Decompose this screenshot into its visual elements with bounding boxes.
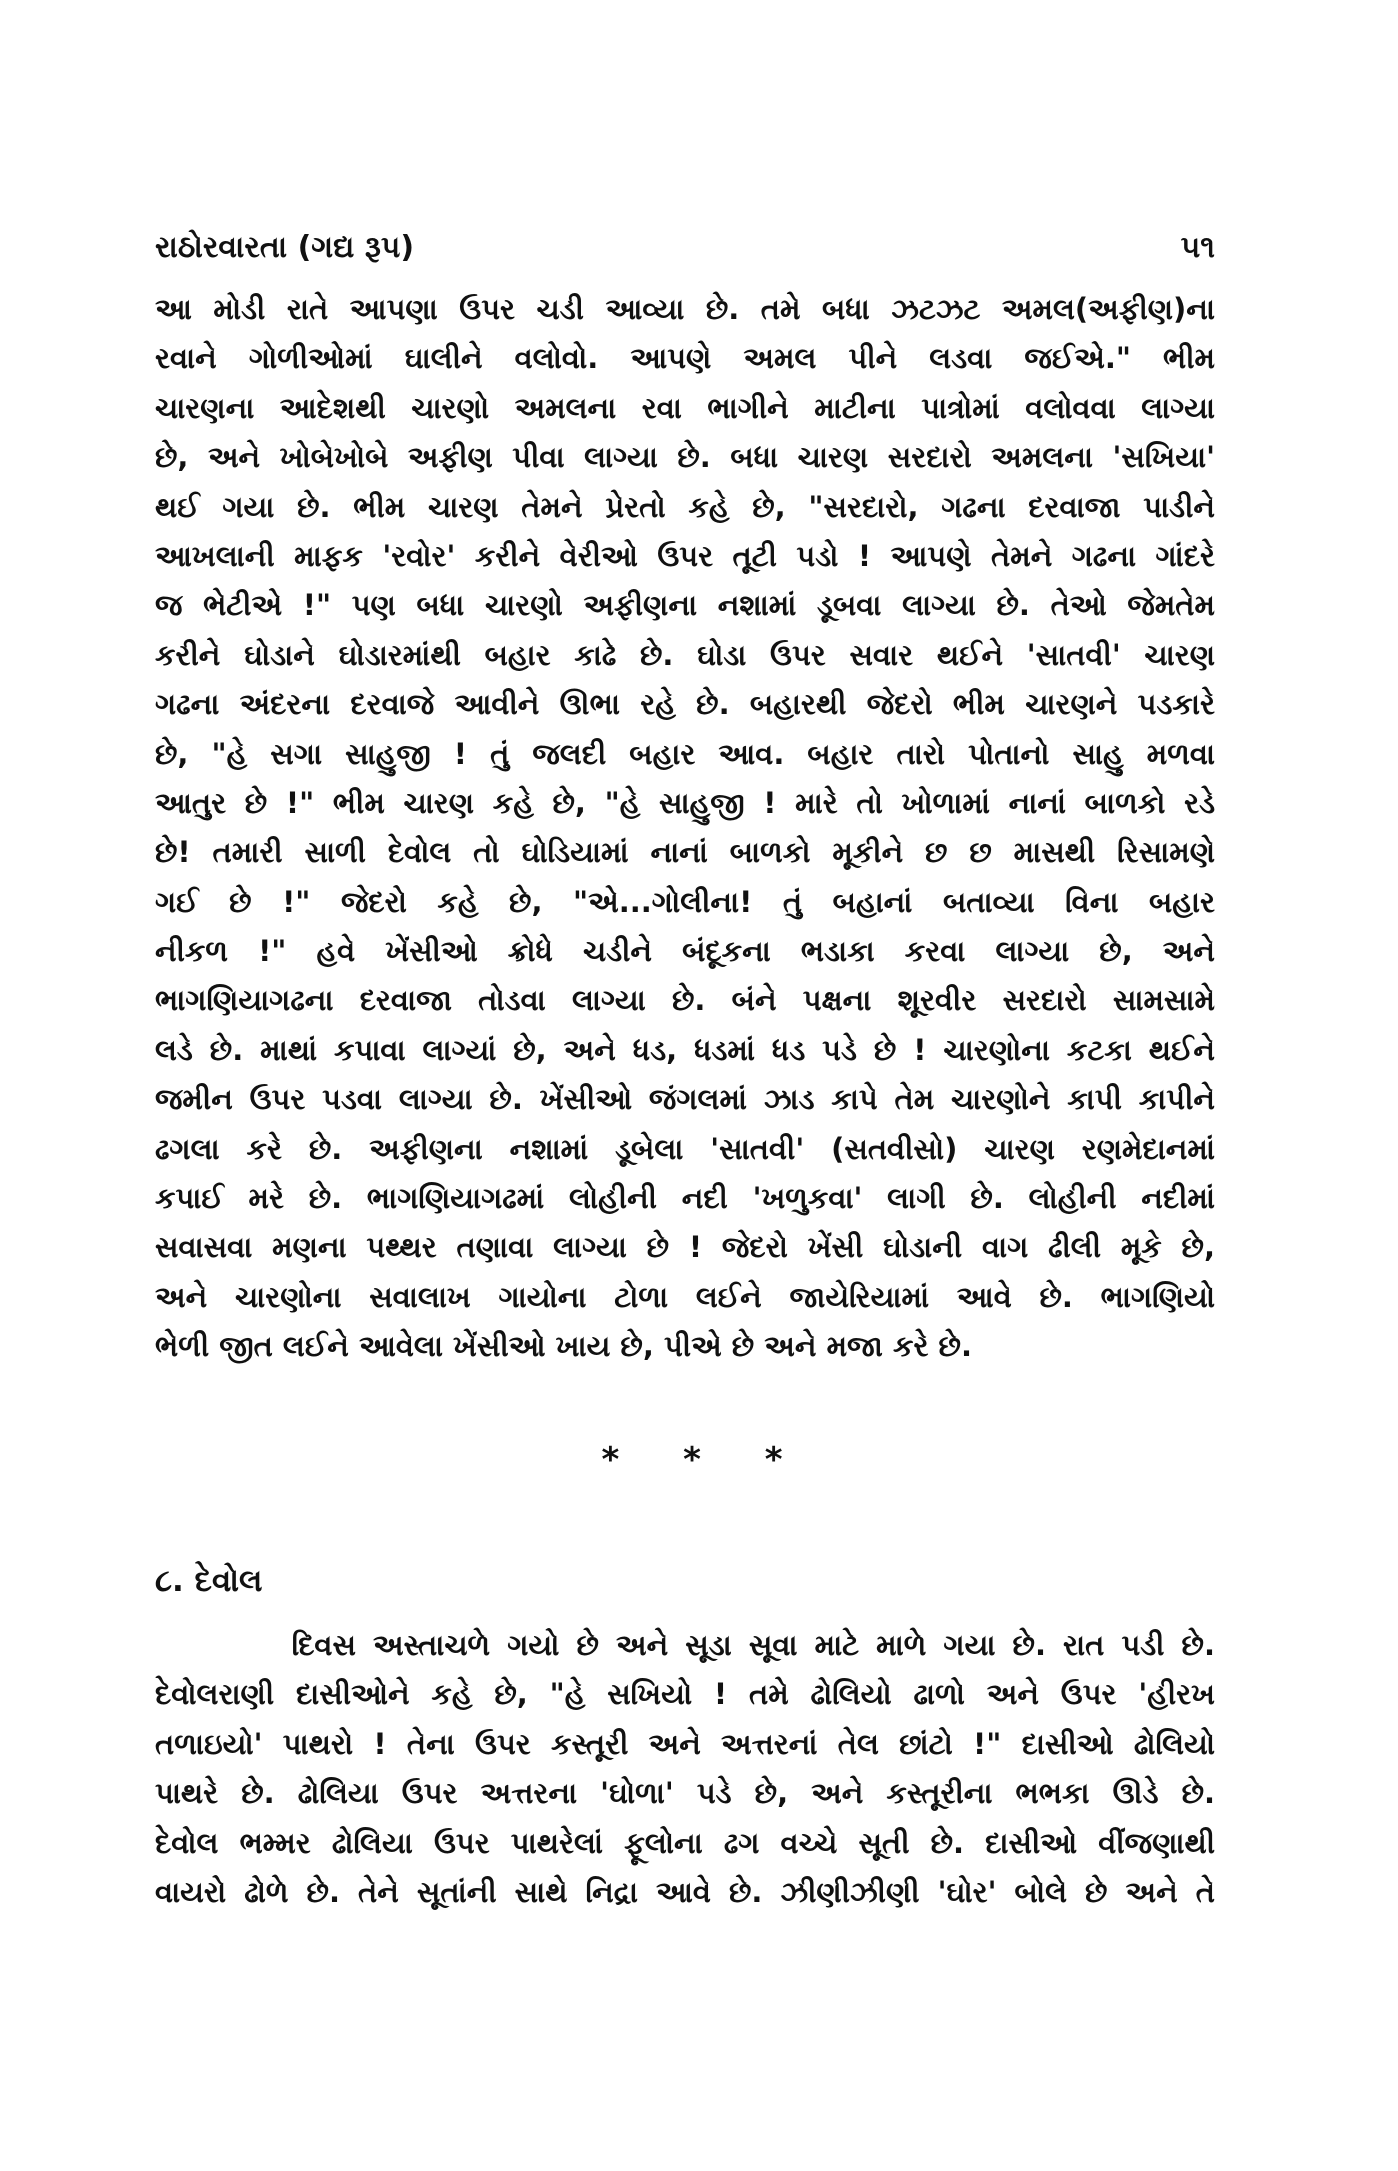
text-line: ઢગલા કરે છે. અફીણના નશામાં ડૂબેલા 'સાતવી' (સતવીસો) ચારણ રણમેદાનમાં [155,1131,1215,1166]
text-line: તળાઇયો' પાથરો ! તેના ઉપર કસ્તૂરી અને અત્તરનાં તેલ છાંટો !" દાસીઓ ઢોલિયો [155,1726,1215,1761]
section-heading: ૮. દેવોલ [155,1563,263,1599]
section-separator: * * * [601,1440,809,1480]
story-paragraph [155,285,1215,1372]
text-line: દિવસ અસ્તાચળે ગયો છે અને સૂડા સૂવા માટે માળે ગયા છે. રાત પડી છે. [155,1628,1215,1662]
text-line: નીકળ !" હવે ખેંસીઓ ક્રોધે ચડીને બંદૂકના ભડાકા કરવા લાગ્યા છે, અને [155,934,1215,969]
text-line: ગઈ છે !" જેદરો કહે છે, "એ...ગોલીના! તું બહાનાં બતાવ્યા વિના બહાર [155,884,1215,919]
text-line: થઈ ગયા છે. ભીમ ચારણ તેમને પ્રેરતો કહે છે, "સરદારો, ગઢના દરવાજા પાડીને [155,489,1215,524]
text-line: જમીન ઉપર પડવા લાગ્યા છે. ખેંસીઓ જંગલમાં ઝાડ કાપે તેમ ચારણોને કાપી કાપીને [155,1082,1215,1117]
text-line: છે, અને ખોબેખોબે અફીણ પીવા લાગ્યા છે. બધા ચારણ સરદારો અમલના 'સખિયા' [155,440,1215,475]
text-line: લડે છે. માથાં કપાવા લાગ્યાં છે, અને ધડ, ધડમાં ધડ પડે છે ! ચારણોના કટકા થઈને [155,1032,1215,1067]
text-line: સવાસવા મણના પથ્થર તણાવા લાગ્યા છે ! જેદરો ખેંસી ઘોડાની વાગ ઢીલી મૂકે છે, [155,1230,1215,1265]
text-line: કપાઈ મરે છે. ભાગણિયાગઢમાં લોહીની નદી 'ખળુકવા' લાગી છે. લોહીની નદીમાં [155,1181,1215,1216]
running-header [155,225,1215,275]
text-line: દેવોલરાણી દાસીઓને કહે છે, "હે સખિયો ! તમે ઢોલિયો ઢાળો અને ઉપર 'હીરખ [155,1677,1215,1712]
text-line: આતુર છે !" ભીમ ચારણ કહે છે, "હે સાહુજી ! મારે તો ખોળામાં નાનાં બાળકો રડે [155,785,1215,820]
text-line: ભાગણિયાગઢના દરવાજા તોડવા લાગ્યા છે. બંને પક્ષના શૂરવીર સરદારો સામસામે [155,983,1215,1018]
text-line: પાથરે છે. ઢોલિયા ઉપર અત્તરના 'ઘોળા' પડે છે, અને કસ્તૂરીના ભભકા ઊડે છે. [155,1776,1215,1811]
text-line: રવાને ગોળીઓમાં ઘાલીને વલોવો. આપણે અમલ પીને લડવા જઈએ." ભીમ [155,341,1215,376]
text-line: ભેળી જીત લઈને આવેલા ખેંસીઓ ખાય છે, પીએ છે અને મજા કરે છે. [155,1329,972,1364]
text-line: વાયરો ઢોળે છે. તેને સૂતાંની સાથે નિદ્રા આવે છે. ઝીણીઝીણી 'ઘોર' બોલે છે અને તે [155,1874,1215,1909]
text-line: આ મોડી રાતે આપણા ઉપર ચડી આવ્યા છે. તમે બધા ઝટઝટ અમલ(અફીણ)ના [155,292,1215,326]
text-line: જ ભેટીએ !" પણ બધા ચારણો અફીણના નશામાં ડૂબવા લાગ્યા છે. તેઓ જેમતેમ [155,588,1215,623]
running-header-title: રાઠોરવારતા (ગદ્ય રૂપ) [155,230,415,265]
section-paragraph [155,1621,1215,1917]
text-line: ચારણના આદેશથી ચારણો અમલના રવા ભાગીને માટીના પાત્રોમાં વલોવવા લાગ્યા [155,390,1215,425]
text-line: અને ચારણોના સવાલાખ ગાયોના ટોળા લઈને જાયેરિયામાં આવે છે. ભાગણિયો [155,1279,1215,1314]
text-line: આખલાની માફક 'રવોર' કરીને વેરીઓ ઉપર તૂટી પડો ! આપણે તેમને ગઢના ગાંદરે [155,538,1215,573]
text-line: છે! તમારી સાળી દેવોલ તો ઘોડિયામાં નાનાં બાળકો મૂકીને છ છ માસથી રિસામણે [155,835,1215,870]
text-line: છે, "હે સગા સાહુજી ! તું જલદી બહાર આવ. બહાર તારો પોતાનો સાહુ મળવા [155,736,1215,771]
page-number: ૫૧ [1180,230,1215,265]
text-line: દેવોલ ભમ્મર ઢોલિયા ઉપર પાથરેલાં ફૂલોના ઢગ વચ્ચે સૂતી છે. દાસીઓ વીંજણાથી [155,1825,1215,1860]
text-line: ગઢના અંદરના દરવાજે આવીને ઊભા રહે છે. બહારથી જેદરો ભીમ ચારણને પડકારે [155,687,1215,722]
text-line: કરીને ઘોડાને ઘોડારમાંથી બહાર કાઢે છે. ઘોડા ઉપર સવાર થઈને 'સાતવી' ચારણ [155,637,1215,672]
